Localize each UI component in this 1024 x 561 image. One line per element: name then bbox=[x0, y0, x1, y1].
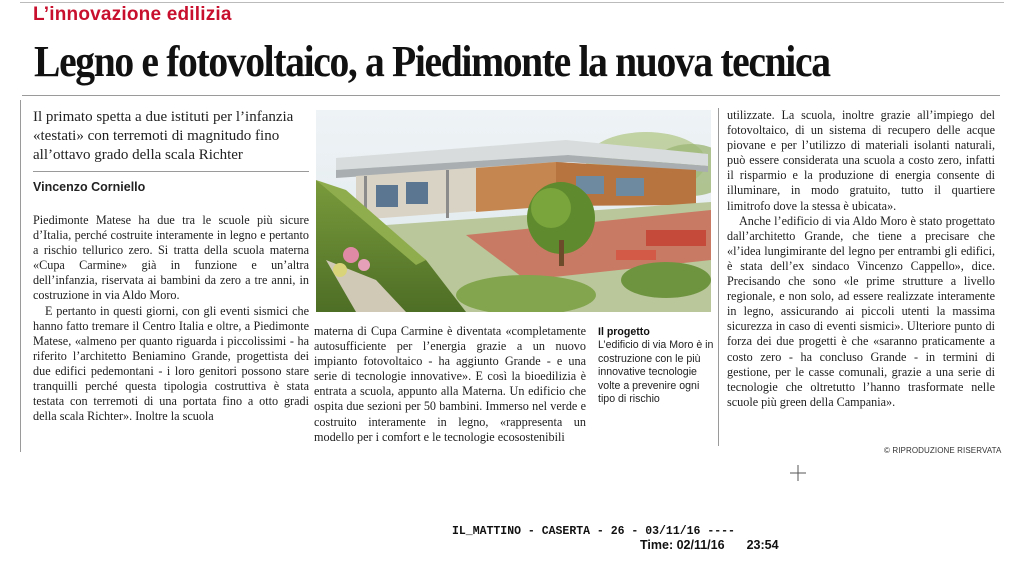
time-value: 23:54 bbox=[746, 538, 779, 552]
building-rendering-image bbox=[316, 110, 711, 312]
source-slug: IL_MATTINO - CASERTA - 26 - 03/11/16 ---- bbox=[452, 525, 735, 538]
crosshair-icon bbox=[790, 465, 806, 481]
time-label: Time: 02/11/16 bbox=[640, 538, 725, 552]
caption-text: L’edificio di via Moro è in costruzione con le più innovative tecnologie volte a prevenire ogni tipo di rischio bbox=[598, 339, 714, 406]
column-rule-3 bbox=[718, 108, 719, 446]
caption-title: Il progetto bbox=[598, 326, 650, 338]
paragraph: Piedimonte Matese ha due tra le scuole più sicure d’Italia, perché costruite interamente in legno e pertanto a rischio tellurico zero. Si tratta della scuola materna «Cupa Carmine» già in funzione e un’altra dell’infanzia, riservata ai bambini da zero a tre anni, in costruzione in via Aldo Moro. bbox=[33, 213, 309, 303]
left-margin-rule bbox=[20, 100, 21, 452]
paragraph: materna di Cupa Carmine è diventata «completamente autosufficiente per l’energia grazie a un nuovo impianto fotovoltaico - ha aggiunto Grande - e una serie di tecnologie innovative». E così la bioedilizia è entrata a scuola, appunto alla Materna. Un edificio che ospita due sezioni per 50 bambini. Immerso nel verde e costruito interamente in legno, «rappresenta un modello per i comfort e le tecnologie ecosostenibili bbox=[314, 324, 586, 444]
paragraph: utilizzate. La scuola, inoltre grazie all’impiego del fotovoltaico, di un sistema di recupero delle acque piovane e per l’utilizzo di materiali isolanti naturali, può essere considerata una scuola a costo zero, infatti il risparmio e la produzione di energia consente di illuminare, in modo gratuito, tutto il quartiere limitrofo dove la stessa è ubicata». bbox=[727, 108, 995, 213]
top-rule bbox=[20, 2, 1004, 3]
article-column-1 bbox=[33, 213, 309, 424]
timestamp-line bbox=[640, 538, 801, 552]
article-column-4 bbox=[727, 108, 995, 410]
paragraph: Anche l’edificio di via Aldo Moro è stato progettato dall’architetto Grande, che tiene a precisare che «l’idea lungimirante del legno per entrambi gli edifici, è stata dell’ex sindaco Vincenzo Cappello», dice. Precisando che sono «le prime strutture a livello regionale, e non solo, ad essere realizzate interamente in legno, assicurando ai piccoli utenti la massima sicurezza in caso di eventi sismici». Ulteriore punto di forza dei due progetti è che «saranno praticamente a costo zero - ha concluso Grande - in termini di gestione, per le casse comunali, grazie a una serie di tecnologie che oltretutto l’hanno trasformate nelle scuole più green della Campania». bbox=[727, 213, 995, 409]
photo-caption bbox=[598, 326, 716, 406]
subhead: Il primato spetta a due istituti per l’infanzia «testati» con terremoti di magnitudo fino all’ottavo grado della scala Richter bbox=[33, 109, 294, 163]
paragraph: E pertanto in questi giorni, con gli eventi sismici che hanno fatto tremare il Centro Italia e oltre, a Piedimonte Matese, «almeno per quanto riguarda i piccolissimi - ha riferito l’architetto Beniamino Grande, progettista dei due edifici pedemontani - i loro genitori possono stare tranquilli perché questa tipologia costruttiva è stata testata con terremoti di una portata fino a otto gradi della scala Richter». Inoltre la scuola bbox=[33, 303, 309, 424]
byline: Vincenzo Corniello bbox=[33, 180, 146, 194]
copyright-notice: © RIPRODUZIONE RISERVATA bbox=[884, 446, 1002, 455]
headline-divider bbox=[22, 95, 1000, 96]
building-rendering-photo bbox=[316, 110, 711, 312]
section-kicker: L’innovazione edilizia bbox=[33, 4, 232, 25]
article-column-2 bbox=[314, 324, 586, 445]
byline-divider bbox=[33, 171, 309, 172]
headline: Legno e fotovoltaico, a Piedimonte la nuova tecnica bbox=[34, 37, 830, 86]
